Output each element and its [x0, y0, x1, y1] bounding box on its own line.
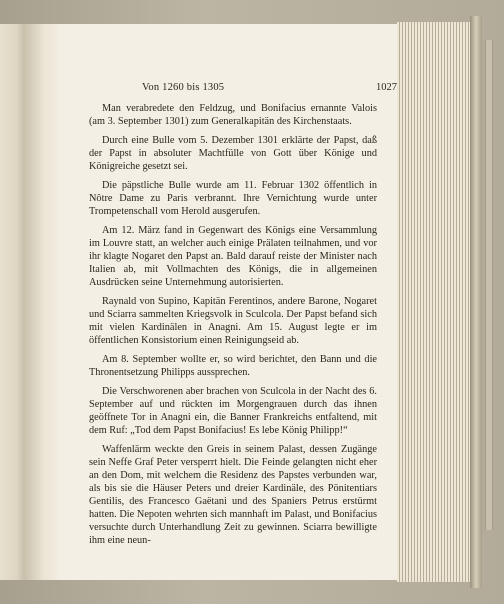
paragraph: Die Verschworenen aber brachen von Sculcola in der Nacht des 6. September auf und rückten im Morgengrauen durch das ihnen geöffnete Tor in Anagni ein, die Banner Frankreichs entfaltend, mit dem Ruf: „Tod dem Papst Bonifacius! Es lebe König Philipp!“	[89, 386, 377, 436]
running-title: Von 1260 bis 1305	[142, 82, 225, 93]
left-page-edge	[0, 24, 25, 580]
book-spine-strip	[485, 40, 493, 530]
body-text	[89, 102, 377, 553]
book-cover-edge	[470, 16, 482, 588]
page-header	[142, 82, 397, 96]
page-number: 1027	[376, 82, 397, 93]
paragraph: Die päpstliche Bulle wurde am 11. Februar 1302 öffentlich in Nôtre Dame zu Paris verbrannt. Ihre Vernichtung wurde unter Trompetenschall vom Herold ausgerufen.	[89, 180, 377, 217]
paragraph: Durch eine Bulle vom 5. Dezember 1301 erklärte der Papst, daß der Papst in absoluter Machtfülle von Gott über Könige und Königreiche gesetzt sei.	[89, 135, 377, 172]
paragraph: Man verabredete den Feldzug, und Bonifacius ernannte Valois (am 3. September 1301) zum Generalkapitän des Kirchenstaats.	[89, 103, 377, 127]
book-gutter	[24, 24, 58, 580]
paragraph: Raynald von Supino, Kapitän Ferentinos, andere Barone, Nogaret und Sciarra sammelten Kriegsvolk in Sculcola. Der Papst befand sich mit vielen Kardinälen in Anagni. Am 15. August legte er im öffentlichen Konsistorium einen Reinigungseid ab.	[89, 296, 377, 346]
paragraph: Waffenlärm weckte den Greis in seinem Palast, dessen Zugänge sein Neffe Graf Peter versperrt hielt. Die Feinde gelangten nicht eher an den Dom, mit welchem die Residenz des Papstes verbunden war, als bis sie die Häuser Peters und dreier Kardinäle, des Pönitentiars Gentilis, des Francesco Gaëtani und des Spaniers Petrus erstürmt hatten. Die Nepoten wehrten sich mannhaft im Palast, und Bonifacius versuchte durch Unterhandlung Zeit zu gewinnen. Sciarra bewilligte ihm eine neun-	[89, 444, 377, 546]
page-edges	[397, 22, 471, 582]
paragraph: Am 12. März fand in Gegenwart des Königs eine Versammlung im Louvre statt, an welcher auch einige Prälaten teilnahmen, und vor ihr klagte Nogaret den Papst an. Bald darauf reiste der Minister nach Italien ab, mit Vollmachten des Königs, die in allgemeinen Ausdrücken seine Unternehmung autorisierten.	[89, 225, 377, 288]
paragraph: Am 8. September wollte er, so wird berichtet, den Bann und die Thronentsetzung Philipps aussprechen.	[89, 354, 377, 378]
